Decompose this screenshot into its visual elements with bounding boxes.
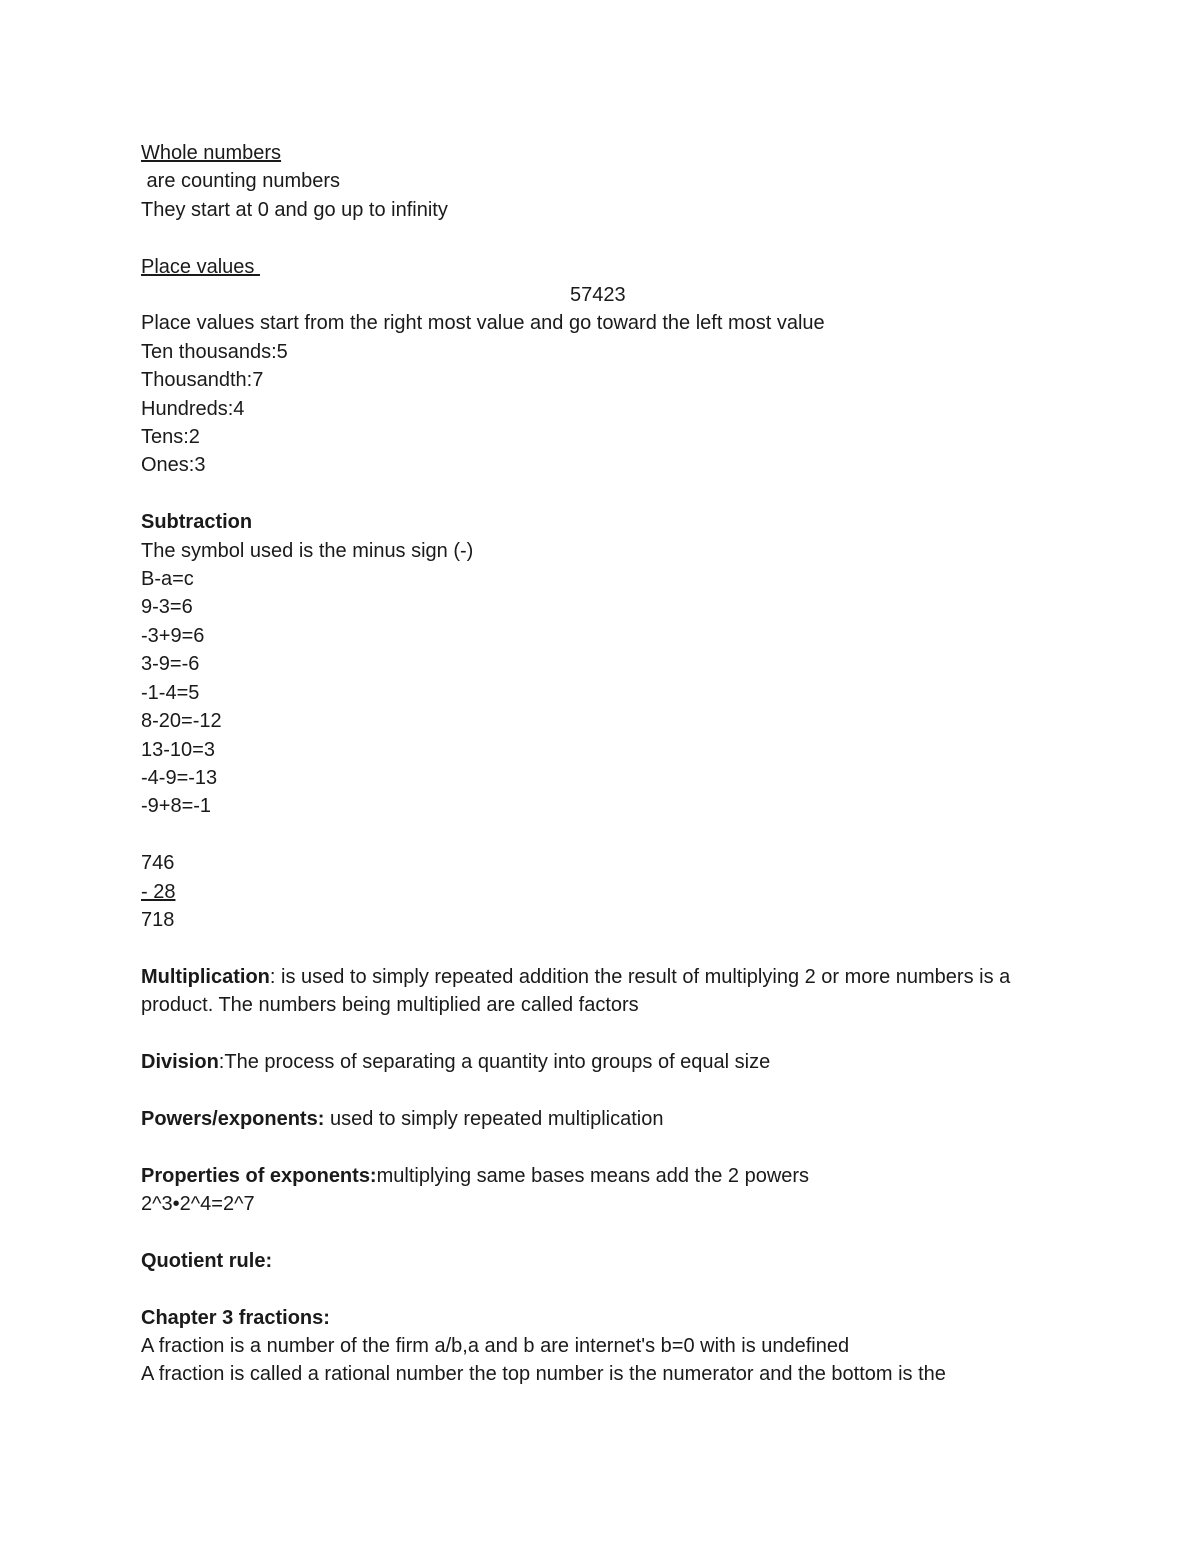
fractions-line-2: A fraction is called a rational number the top number is the numerator and the bottom is the [141, 1363, 946, 1386]
blank-line [141, 1020, 1061, 1048]
powers-paragraph [141, 1105, 1061, 1133]
subtraction-example: 9-3=6 [141, 596, 193, 619]
division-term: Division [141, 1050, 219, 1073]
blank-line [141, 821, 1061, 849]
properties-text: multiplying same bases means add the 2 powers [376, 1164, 810, 1187]
blank-line [141, 1218, 1061, 1246]
whole-numbers-line-1: are counting numbers [141, 170, 341, 193]
division-paragraph [141, 1048, 1061, 1076]
fractions-heading: Chapter 3 fractions: [141, 1306, 330, 1329]
blank-line [141, 1275, 1061, 1303]
subtraction-example: -1-4=5 [141, 681, 200, 704]
multiplication-paragraph [141, 963, 1061, 1020]
properties-paragraph [141, 1162, 1061, 1190]
subtraction-example: -3+9=6 [141, 624, 205, 647]
place-value-item: Ones:3 [141, 454, 206, 477]
division-text: :The process of separating a quantity into groups of equal size [218, 1050, 771, 1073]
place-value-item: Hundreds:4 [141, 397, 245, 420]
blank-line [141, 1133, 1061, 1161]
subtraction-example: 3-9=-6 [141, 653, 200, 676]
whole-numbers-heading: Whole numbers [141, 142, 282, 164]
document-page [141, 139, 1061, 1389]
blank-line [141, 480, 1061, 508]
whole-numbers-line-2: They start at 0 and go up to infinity [141, 198, 448, 221]
subtraction-example: -9+8=-1 [141, 795, 212, 818]
subtraction-example: 8-20=-12 [141, 710, 222, 733]
properties-example: 2^3•2^4=2^7 [141, 1192, 255, 1215]
powers-text: used to simply repeated multiplication [324, 1107, 664, 1130]
multiplication-term: Multiplication [141, 965, 270, 988]
fractions-line-1: A fraction is a number of the firm a/b,a and b are internet's b=0 with is undefined [141, 1334, 850, 1357]
blank-line [141, 934, 1061, 962]
subtraction-example: 13-10=3 [141, 738, 215, 761]
subtraction-description: The symbol used is the minus sign (-) [141, 539, 474, 562]
place-values-heading: Place values [141, 255, 260, 278]
blank-line [141, 1076, 1061, 1104]
multiplication-text: : is used to simply repeated addition the result of multiplying 2 or more numbers is a product. The numbers being multiplied are called factors [141, 965, 1011, 1017]
properties-term: Properties of exponents: [141, 1164, 377, 1187]
place-values-description: Place values start from the right most value and go toward the left most value [141, 312, 825, 335]
column-subtraction-result: 718 [141, 908, 175, 931]
place-value-item: Tens:2 [141, 426, 200, 449]
blank-line [141, 224, 1061, 252]
quotient-rule-heading: Quotient rule: [141, 1249, 273, 1272]
place-values-number: 57423 [570, 284, 626, 307]
place-value-item: Thousandth:7 [141, 369, 264, 392]
subtraction-heading: Subtraction [141, 511, 253, 534]
subtraction-example: -4-9=-13 [141, 766, 218, 789]
column-subtraction-subtrahend: - 28 [141, 880, 176, 903]
place-value-item: Ten thousands:5 [141, 340, 288, 363]
powers-term: Powers/exponents: [141, 1107, 325, 1130]
column-subtraction-top: 746 [141, 852, 175, 875]
subtraction-example: B-a=c [141, 568, 194, 591]
